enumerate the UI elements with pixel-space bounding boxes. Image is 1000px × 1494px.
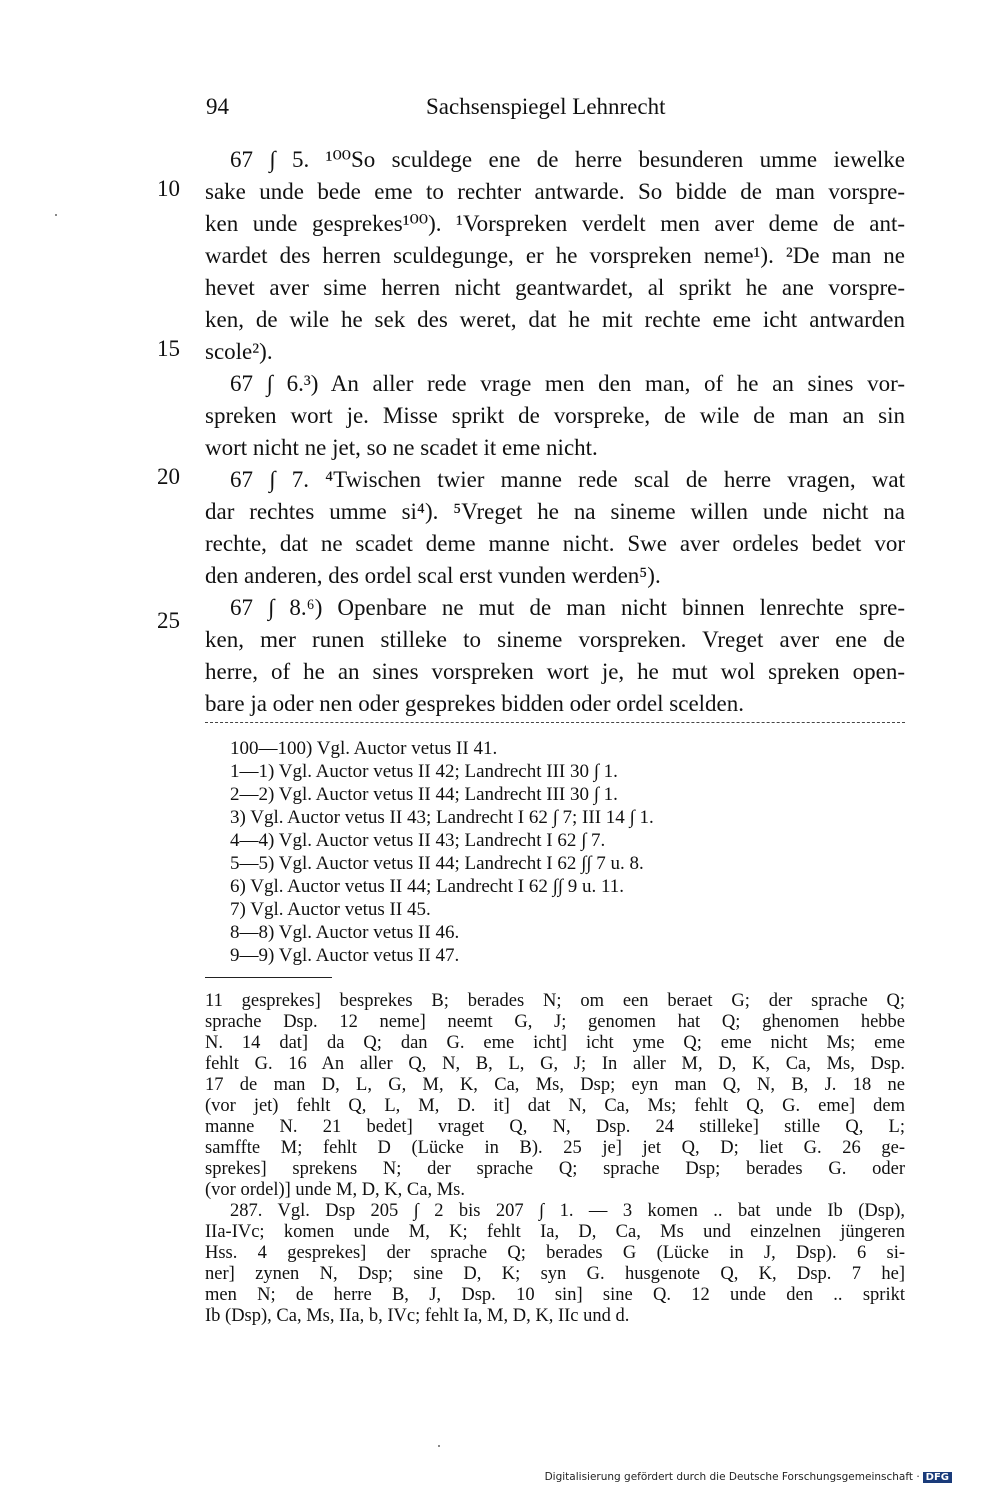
main-text-line: hevet aver sime herren nicht geantwardet, al sprikt he ane vorspre-	[205, 275, 905, 300]
main-text-line: ken, de wile he sek des weret, dat he mit rechte eme icht antwarden	[205, 307, 905, 332]
line-number-20: 20	[157, 464, 180, 489]
variant-line: 287. Vgl. Dsp 205 ∫ 2 bis 207 ∫ 1. — 3 komen .. bat unde Ib (Dsp),	[230, 1201, 905, 1221]
dfg-logo: DFG	[923, 1472, 952, 1483]
variant-line: Hss. 4 gesprekes] der sprache Q; berades G (Lücke in J, Dsp). 6 si-	[205, 1243, 905, 1263]
variant-line: ner] zynen N, Dsp; sine D, K; syn G. husgenote Q, K, Dsp. 7 he]	[205, 1264, 905, 1284]
main-text-line: 67 ∫ 8.⁶) Openbare ne mut de man nicht binnen lenrechte spre-	[230, 595, 905, 620]
page-number: 94	[206, 94, 229, 119]
footnote-line: 5—5) Vgl. Auctor vetus II 44; Landrecht I 62 ∫∫ 7 u. 8.	[230, 853, 644, 874]
main-text-line: wardet des herren sculdegunge, er he vorspreken neme¹). ²De man ne	[205, 243, 905, 268]
footnote-line: 3) Vgl. Auctor vetus II 43; Landrecht I 62 ∫ 7; III 14 ∫ 1.	[230, 807, 654, 828]
footnote-line: 8—8) Vgl. Auctor vetus II 46.	[230, 922, 460, 943]
main-text-line: 67 ∫ 6.³) An aller rede vrage men den man, of he an sines vor-	[230, 371, 905, 396]
main-text-line: rechte, dat ne scadet deme manne nicht. Swe aver ordeles bedet vor	[205, 531, 905, 556]
variant-line: 17 de man D, L, G, M, K, Ca, Ms, Dsp; eyn man Q, N, B, J. 18 ne	[205, 1075, 905, 1095]
credit-text: Digitalisierung gefördert durch die Deutsche Forschungsgemeinschaft ·	[544, 1471, 920, 1483]
main-text-line: scole²).	[205, 339, 273, 364]
main-text-line: spreken wort je. Misse sprikt de vorspreke, de wile de man an sin	[205, 403, 905, 428]
digitization-credit	[545, 1471, 952, 1483]
text-divider	[205, 722, 905, 723]
main-text-line: sake unde bede eme to rechter antwarde. So bidde de man vorspre-	[205, 179, 905, 204]
running-title: Sachsenspiegel Lehnrecht	[426, 94, 666, 119]
footnote-line: 1—1) Vgl. Auctor vetus II 42; Landrecht III 30 ∫ 1.	[230, 761, 618, 782]
main-text-line: bare ja oder nen oder gesprekes bidden oder ordel scelden.	[205, 691, 744, 716]
main-text-line: 67 ∫ 7. ⁴Twischen twier manne rede scal de herre vragen, wat	[230, 467, 905, 492]
variant-line: N. 14 dat] da Q; dan G. eme icht] icht yme Q; eme nicht Ms; eme	[205, 1033, 905, 1053]
scan-speck	[438, 1445, 440, 1447]
scan-speck	[55, 214, 57, 216]
variant-line: sprache Dsp. 12 neme] neemt G, J; genomen hat Q; ghenomen hebbe	[205, 1012, 905, 1032]
footnote-line: 9—9) Vgl. Auctor vetus II 47.	[230, 945, 460, 966]
main-text-line: ken unde gesprekes¹⁰⁰). ¹Vorspreken verdelt men aver deme de ant-	[205, 211, 905, 236]
variant-line: men N; de herre B, J, Dsp. 10 sin] sine Q. 12 unde den .. sprikt	[205, 1285, 905, 1305]
line-number-10: 10	[157, 176, 180, 201]
main-text-line: herre, of he an sines vorspreken wort je, he mut wol spreken open-	[205, 659, 905, 684]
footnote-line: 6) Vgl. Auctor vetus II 44; Landrecht I 62 ∫∫ 9 u. 11.	[230, 876, 625, 897]
variant-line: IIa-IVc; komen unde M, K; fehlt Ia, D, Ca, Ms und einzelnen jüngeren	[205, 1222, 905, 1242]
variant-line: (vor ordel)] unde M, D, K, Ca, Ms.	[205, 1180, 465, 1200]
main-text-line: ken, mer runen stilleke to sineme vorspreken. Vreget aver ene de	[205, 627, 905, 652]
line-number-25: 25	[157, 608, 180, 633]
line-number-15: 15	[157, 336, 180, 361]
footnote-line: 100—100) Vgl. Auctor vetus II 41.	[230, 738, 498, 759]
main-text-line: wort nicht ne jet, so ne scadet it eme nicht.	[205, 435, 598, 460]
footnote-line: 4—4) Vgl. Auctor vetus II 43; Landrecht I 62 ∫ 7.	[230, 830, 606, 851]
variant-line: samffte M; fehlt D (Lücke in B). 25 je] jet Q, D; liet G. 26 ge-	[205, 1138, 905, 1158]
variant-line: Ib (Dsp), Ca, Ms, IIa, b, IVc; fehlt Ia, M, D, K, IIc und d.	[205, 1306, 630, 1326]
footnote-divider	[205, 977, 332, 978]
footnote-line: 7) Vgl. Auctor vetus II 45.	[230, 899, 431, 920]
main-text-line: dar rechtes umme si⁴). ⁵Vreget he na sineme willen unde nicht na	[205, 499, 905, 524]
variant-line: (vor jet) fehlt Q, L, M, D. it] dat N, Ca, Ms; fehlt Q, G. eme] dem	[205, 1096, 905, 1116]
main-text-line: den anderen, des ordel scal erst vunden werden⁵).	[205, 563, 661, 588]
variant-line: fehlt G. 16 An aller Q, N, B, L, G, J; In aller M, D, K, Ca, Ms, Dsp.	[205, 1054, 905, 1074]
variant-line: sprekes] sprekens N; der sprache Q; sprache Dsp; berades G. oder	[205, 1159, 905, 1179]
footnote-line: 2—2) Vgl. Auctor vetus II 44; Landrecht III 30 ∫ 1.	[230, 784, 618, 805]
main-text-line: 67 ∫ 5. ¹⁰⁰So sculdege ene de herre besunderen umme iewelke	[230, 147, 905, 172]
variant-line: manne N. 21 bedet] vraget Q, N, Dsp. 24 stilleke] stille Q, L;	[205, 1117, 905, 1137]
variant-line: 11 gesprekes] besprekes B; berades N; om een beraet G; der sprache Q;	[205, 991, 905, 1011]
